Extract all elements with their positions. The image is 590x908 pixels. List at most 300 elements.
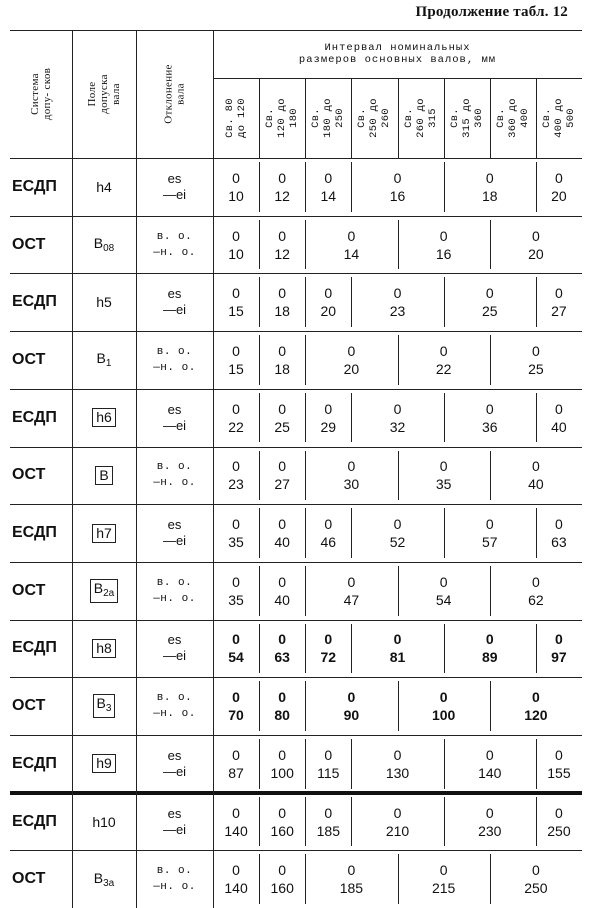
column-divider bbox=[351, 739, 352, 789]
value-lower: 46 bbox=[320, 534, 337, 551]
column-divider bbox=[536, 162, 537, 212]
value-upper: 0 bbox=[393, 169, 402, 186]
column-divider bbox=[444, 277, 445, 327]
cell-value bbox=[259, 389, 305, 447]
cell-value bbox=[536, 389, 582, 447]
value-lower: 20 bbox=[528, 245, 544, 262]
column-divider bbox=[72, 30, 73, 908]
deviation-lower: —ei bbox=[162, 302, 187, 318]
value-lower: 35 bbox=[435, 476, 452, 493]
column-divider bbox=[351, 624, 352, 674]
cell-value bbox=[444, 504, 536, 562]
cell-value bbox=[259, 158, 305, 216]
row-divider bbox=[10, 562, 582, 563]
value-upper: 0 bbox=[485, 631, 494, 648]
value-upper: 0 bbox=[531, 227, 540, 244]
value-upper: 0 bbox=[232, 804, 240, 821]
column-divider bbox=[305, 624, 306, 674]
cell-system: ЕСДП bbox=[12, 524, 57, 542]
column-divider bbox=[305, 566, 306, 616]
column-divider bbox=[490, 78, 491, 158]
cell-deviation bbox=[136, 504, 213, 562]
field-code-main: h7 bbox=[96, 524, 112, 541]
value-upper: 0 bbox=[324, 804, 333, 821]
value-upper: 0 bbox=[278, 746, 287, 763]
field-code-main: h10 bbox=[92, 813, 116, 830]
column-divider bbox=[305, 335, 306, 385]
value-lower: 27 bbox=[274, 476, 290, 493]
cell-field bbox=[72, 158, 136, 216]
cell-field bbox=[72, 850, 136, 908]
column-divider bbox=[259, 739, 260, 789]
row-divider bbox=[10, 677, 582, 678]
cell-value bbox=[444, 158, 536, 216]
cell-value bbox=[398, 331, 490, 389]
cell-value bbox=[444, 620, 536, 678]
value-upper: 0 bbox=[439, 227, 448, 244]
value-lower: 140 bbox=[478, 764, 502, 781]
cell-value bbox=[305, 850, 397, 908]
cell-deviation bbox=[136, 216, 213, 274]
cell-field bbox=[72, 273, 136, 331]
header-range-label: Св. 260 до 315 bbox=[402, 98, 439, 138]
cell-value bbox=[213, 273, 259, 331]
table-caption: Продолжение табл. 12 bbox=[415, 4, 568, 20]
value-lower: 20 bbox=[320, 303, 337, 320]
value-lower: 54 bbox=[435, 591, 452, 608]
value-upper: 0 bbox=[555, 400, 563, 417]
value-lower: 25 bbox=[274, 418, 290, 435]
value-upper: 0 bbox=[278, 631, 287, 648]
deviation-upper: в. о. bbox=[156, 230, 193, 243]
cell-system: ОСТ bbox=[12, 870, 46, 888]
column-divider bbox=[536, 739, 537, 789]
value-lower: 89 bbox=[481, 649, 498, 666]
cell-value bbox=[259, 793, 305, 851]
cell-value bbox=[536, 158, 582, 216]
value-upper: 0 bbox=[232, 169, 240, 186]
value-lower: 155 bbox=[547, 764, 571, 781]
value-upper: 0 bbox=[439, 342, 448, 359]
header-system bbox=[10, 30, 72, 158]
cell-deviation bbox=[136, 793, 213, 851]
column-divider bbox=[444, 162, 445, 212]
value-upper: 0 bbox=[393, 746, 402, 763]
cell-value bbox=[305, 793, 351, 851]
column-divider bbox=[398, 854, 399, 904]
cell-value bbox=[536, 273, 582, 331]
column-divider bbox=[444, 78, 445, 158]
value-lower: 27 bbox=[551, 303, 567, 320]
value-lower: 160 bbox=[270, 880, 294, 897]
field-code-main: B bbox=[93, 579, 104, 596]
row-divider bbox=[10, 216, 582, 217]
field-code bbox=[96, 179, 112, 195]
tolerance-table bbox=[10, 30, 582, 908]
value-lower: 14 bbox=[320, 187, 337, 204]
deviation-lower: —н. о. bbox=[153, 708, 196, 721]
deviation-upper: в. о. bbox=[156, 692, 193, 705]
cell-value bbox=[444, 735, 536, 793]
column-divider bbox=[351, 393, 352, 443]
row-divider bbox=[10, 504, 582, 505]
cell-value bbox=[351, 620, 443, 678]
cell-value bbox=[490, 677, 582, 735]
deviation-lower: —н. о. bbox=[153, 881, 196, 894]
value-lower: 57 bbox=[481, 534, 498, 551]
header-bottom-border bbox=[10, 158, 582, 159]
value-lower: 70 bbox=[228, 707, 244, 724]
header-range-1 bbox=[213, 78, 259, 158]
header-range-6 bbox=[444, 78, 490, 158]
cell-value bbox=[213, 447, 259, 505]
cell-value bbox=[213, 389, 259, 447]
column-divider bbox=[536, 624, 537, 674]
value-upper: 0 bbox=[555, 746, 563, 763]
value-upper: 0 bbox=[555, 285, 563, 302]
value-upper: 0 bbox=[232, 458, 240, 475]
column-divider bbox=[259, 624, 260, 674]
column-divider bbox=[259, 566, 260, 616]
value-upper: 0 bbox=[232, 689, 240, 706]
cell-value bbox=[259, 562, 305, 620]
column-divider bbox=[444, 739, 445, 789]
value-upper: 0 bbox=[439, 862, 448, 879]
field-code-main: B bbox=[96, 350, 106, 367]
value-lower: 18 bbox=[274, 360, 290, 377]
value-upper: 0 bbox=[232, 746, 240, 763]
cell-system: ЕСДП bbox=[12, 754, 57, 772]
field-code bbox=[93, 694, 116, 718]
cell-deviation bbox=[136, 562, 213, 620]
cell-deviation bbox=[136, 273, 213, 331]
value-lower: 35 bbox=[228, 591, 244, 608]
cell-value bbox=[398, 216, 490, 274]
value-upper: 0 bbox=[324, 746, 333, 763]
cell-value bbox=[305, 620, 351, 678]
value-lower: 250 bbox=[547, 822, 571, 839]
value-lower: 210 bbox=[385, 822, 410, 839]
value-upper: 0 bbox=[485, 804, 494, 821]
field-code-main: h8 bbox=[96, 639, 112, 656]
value-lower: 25 bbox=[528, 360, 544, 377]
value-upper: 0 bbox=[439, 573, 448, 590]
deviation-upper: es bbox=[167, 286, 182, 302]
cell-value bbox=[305, 273, 351, 331]
value-upper: 0 bbox=[531, 862, 540, 879]
column-divider bbox=[351, 277, 352, 327]
deviation-lower: —ei bbox=[162, 186, 187, 202]
cell-value bbox=[351, 273, 443, 331]
cell-value bbox=[444, 273, 536, 331]
column-divider bbox=[444, 393, 445, 443]
cell-value bbox=[305, 216, 397, 274]
value-upper: 0 bbox=[324, 285, 333, 302]
value-upper: 0 bbox=[531, 689, 540, 706]
header-range-label: Св. 80 до 120 bbox=[224, 98, 249, 138]
field-code bbox=[97, 350, 112, 369]
value-lower: 140 bbox=[224, 822, 248, 839]
column-divider bbox=[536, 78, 537, 158]
cell-value bbox=[213, 793, 259, 851]
field-code-main: B bbox=[93, 869, 104, 886]
value-lower: 40 bbox=[528, 476, 544, 493]
value-upper: 0 bbox=[278, 862, 287, 879]
cell-value bbox=[305, 677, 397, 735]
field-code-main: h6 bbox=[96, 409, 112, 426]
value-upper: 0 bbox=[393, 400, 402, 417]
column-divider bbox=[259, 451, 260, 501]
value-upper: 0 bbox=[485, 285, 494, 302]
field-code-main: h4 bbox=[96, 178, 112, 195]
value-upper: 0 bbox=[324, 400, 333, 417]
column-divider bbox=[351, 508, 352, 558]
value-lower: 185 bbox=[339, 880, 364, 897]
cell-value bbox=[398, 447, 490, 505]
cell-value bbox=[259, 504, 305, 562]
cell-field bbox=[72, 677, 136, 735]
value-lower: 20 bbox=[343, 360, 360, 377]
value-upper: 0 bbox=[555, 169, 563, 186]
column-divider bbox=[259, 162, 260, 212]
column-divider bbox=[444, 797, 445, 847]
cell-field bbox=[72, 331, 136, 389]
cell-value bbox=[259, 620, 305, 678]
column-divider bbox=[398, 335, 399, 385]
column-divider bbox=[398, 220, 399, 270]
deviation-upper: в. о. bbox=[156, 576, 193, 589]
cell-value bbox=[213, 620, 259, 678]
cell-value bbox=[259, 447, 305, 505]
deviation-upper: в. о. bbox=[156, 345, 193, 358]
value-lower: 40 bbox=[274, 534, 290, 551]
value-upper: 0 bbox=[485, 746, 494, 763]
value-upper: 0 bbox=[278, 342, 287, 359]
deviation-upper: в. о. bbox=[156, 865, 193, 878]
field-code-main: B bbox=[99, 466, 109, 483]
value-upper: 0 bbox=[278, 516, 287, 533]
value-lower: 97 bbox=[551, 649, 567, 666]
value-lower: 72 bbox=[320, 649, 337, 666]
value-lower: 16 bbox=[435, 245, 452, 262]
header-field-label: Поле допуска вала bbox=[86, 74, 122, 114]
value-upper: 0 bbox=[485, 400, 494, 417]
field-code-main: B bbox=[96, 695, 106, 712]
header-field bbox=[72, 30, 136, 158]
deviation-upper: es bbox=[167, 805, 182, 821]
cell-value bbox=[259, 216, 305, 274]
header-range-label: Св. 120 до 180 bbox=[264, 98, 301, 138]
value-upper: 0 bbox=[393, 631, 402, 648]
column-divider bbox=[490, 681, 491, 731]
cell-field bbox=[72, 447, 136, 505]
header-deviation bbox=[136, 30, 213, 158]
value-lower: 12 bbox=[274, 245, 290, 262]
field-code-main: h9 bbox=[96, 755, 112, 772]
value-lower: 36 bbox=[481, 418, 498, 435]
row-divider bbox=[10, 735, 582, 736]
header-range-title-text: Интервал номинальных размеров основных валов, мм bbox=[298, 42, 497, 66]
field-code bbox=[92, 639, 116, 658]
value-lower: 250 bbox=[524, 880, 548, 897]
row-divider bbox=[10, 447, 582, 448]
field-code bbox=[92, 524, 116, 543]
value-upper: 0 bbox=[347, 689, 356, 706]
deviation-lower: —н. о. bbox=[153, 592, 196, 605]
cell-value bbox=[351, 389, 443, 447]
value-lower: 22 bbox=[435, 360, 452, 377]
value-upper: 0 bbox=[531, 342, 540, 359]
value-upper: 0 bbox=[324, 631, 333, 648]
deviation-lower: —н. о. bbox=[153, 361, 196, 374]
field-code bbox=[96, 294, 112, 310]
column-divider bbox=[305, 797, 306, 847]
deviation-lower: —ei bbox=[162, 648, 187, 664]
field-code-main: B bbox=[93, 235, 104, 252]
value-lower: 18 bbox=[274, 303, 290, 320]
value-lower: 14 bbox=[343, 245, 360, 262]
header-range-label: Св. 250 до 260 bbox=[356, 98, 393, 138]
cell-system: ОСТ bbox=[12, 350, 46, 368]
value-lower: 63 bbox=[551, 534, 567, 551]
column-divider bbox=[305, 508, 306, 558]
deviation-lower: —ei bbox=[162, 763, 187, 779]
cell-value bbox=[351, 735, 443, 793]
value-upper: 0 bbox=[232, 631, 240, 648]
header-range-7 bbox=[490, 78, 536, 158]
row-divider bbox=[10, 331, 582, 332]
column-divider bbox=[398, 566, 399, 616]
cell-system: ЕСДП bbox=[12, 293, 57, 311]
cell-system: ЕСДП bbox=[12, 177, 57, 195]
cell-value bbox=[305, 158, 351, 216]
row-divider bbox=[10, 389, 582, 390]
cell-value bbox=[305, 389, 351, 447]
cell-value bbox=[490, 331, 582, 389]
cell-value bbox=[213, 850, 259, 908]
cell-value bbox=[305, 504, 351, 562]
cell-deviation bbox=[136, 331, 213, 389]
value-upper: 0 bbox=[347, 342, 356, 359]
value-upper: 0 bbox=[278, 804, 287, 821]
value-lower: 120 bbox=[524, 707, 548, 724]
cell-deviation bbox=[136, 158, 213, 216]
column-divider bbox=[444, 624, 445, 674]
value-lower: 115 bbox=[317, 764, 340, 781]
value-upper: 0 bbox=[278, 400, 287, 417]
cell-deviation bbox=[136, 620, 213, 678]
header-range-label: Св. 360 до 400 bbox=[494, 98, 531, 138]
field-code-main: h5 bbox=[96, 294, 112, 311]
value-lower: 185 bbox=[316, 822, 340, 839]
value-lower: 100 bbox=[270, 764, 294, 781]
value-upper: 0 bbox=[278, 573, 287, 590]
value-upper: 0 bbox=[232, 285, 240, 302]
column-divider bbox=[398, 78, 399, 158]
column-divider bbox=[305, 277, 306, 327]
cell-value bbox=[351, 158, 443, 216]
cell-system: ОСТ bbox=[12, 235, 46, 253]
value-upper: 0 bbox=[232, 516, 240, 533]
value-upper: 0 bbox=[555, 631, 563, 648]
column-divider bbox=[490, 854, 491, 904]
value-lower: 23 bbox=[389, 303, 406, 320]
value-lower: 160 bbox=[270, 822, 294, 839]
deviation-lower: —ei bbox=[162, 821, 187, 837]
column-divider bbox=[305, 162, 306, 212]
value-lower: 215 bbox=[431, 880, 456, 897]
value-lower: 22 bbox=[228, 418, 244, 435]
value-upper: 0 bbox=[347, 573, 356, 590]
header-range-8 bbox=[536, 78, 582, 158]
value-lower: 16 bbox=[389, 187, 406, 204]
value-upper: 0 bbox=[278, 285, 287, 302]
cell-value bbox=[398, 562, 490, 620]
value-upper: 0 bbox=[347, 227, 356, 244]
cell-value bbox=[305, 735, 351, 793]
field-code bbox=[95, 466, 112, 485]
cell-value bbox=[305, 447, 397, 505]
cell-field bbox=[72, 620, 136, 678]
value-upper: 0 bbox=[347, 458, 356, 475]
cell-deviation bbox=[136, 850, 213, 908]
header-system-label: Система допу- сков bbox=[29, 67, 53, 121]
header-range-label: Св. 180 до 250 bbox=[310, 98, 347, 138]
column-divider bbox=[259, 277, 260, 327]
column-divider bbox=[259, 797, 260, 847]
deviation-upper: es bbox=[167, 747, 182, 763]
cell-value bbox=[398, 677, 490, 735]
cell-value bbox=[490, 562, 582, 620]
value-lower: 10 bbox=[228, 187, 244, 204]
deviation-lower: —н. о. bbox=[153, 246, 196, 259]
row-divider bbox=[10, 273, 582, 274]
cell-deviation bbox=[136, 447, 213, 505]
deviation-upper: es bbox=[167, 517, 182, 533]
cell-value bbox=[351, 793, 443, 851]
value-lower: 30 bbox=[343, 476, 360, 493]
value-upper: 0 bbox=[278, 458, 287, 475]
column-divider bbox=[536, 797, 537, 847]
cell-system: ЕСДП bbox=[12, 812, 57, 830]
field-code-subscript: 1 bbox=[105, 358, 112, 370]
cell-value bbox=[213, 735, 259, 793]
header-range-2 bbox=[259, 78, 305, 158]
value-upper: 0 bbox=[324, 169, 333, 186]
column-divider bbox=[490, 566, 491, 616]
value-lower: 80 bbox=[274, 707, 290, 724]
column-divider bbox=[259, 393, 260, 443]
cell-value bbox=[536, 504, 582, 562]
cell-value bbox=[351, 504, 443, 562]
cell-value bbox=[444, 793, 536, 851]
column-divider bbox=[351, 78, 352, 158]
column-divider bbox=[136, 30, 137, 908]
cell-field bbox=[72, 793, 136, 851]
column-divider bbox=[351, 162, 352, 212]
value-upper: 0 bbox=[393, 516, 402, 533]
field-code bbox=[92, 754, 116, 773]
value-upper: 0 bbox=[278, 227, 287, 244]
value-lower: 23 bbox=[228, 476, 244, 493]
cell-value bbox=[213, 562, 259, 620]
cell-field bbox=[72, 216, 136, 274]
column-divider bbox=[259, 854, 260, 904]
field-code bbox=[94, 870, 114, 889]
cell-value bbox=[444, 389, 536, 447]
value-lower: 20 bbox=[551, 187, 567, 204]
value-upper: 0 bbox=[531, 458, 540, 475]
